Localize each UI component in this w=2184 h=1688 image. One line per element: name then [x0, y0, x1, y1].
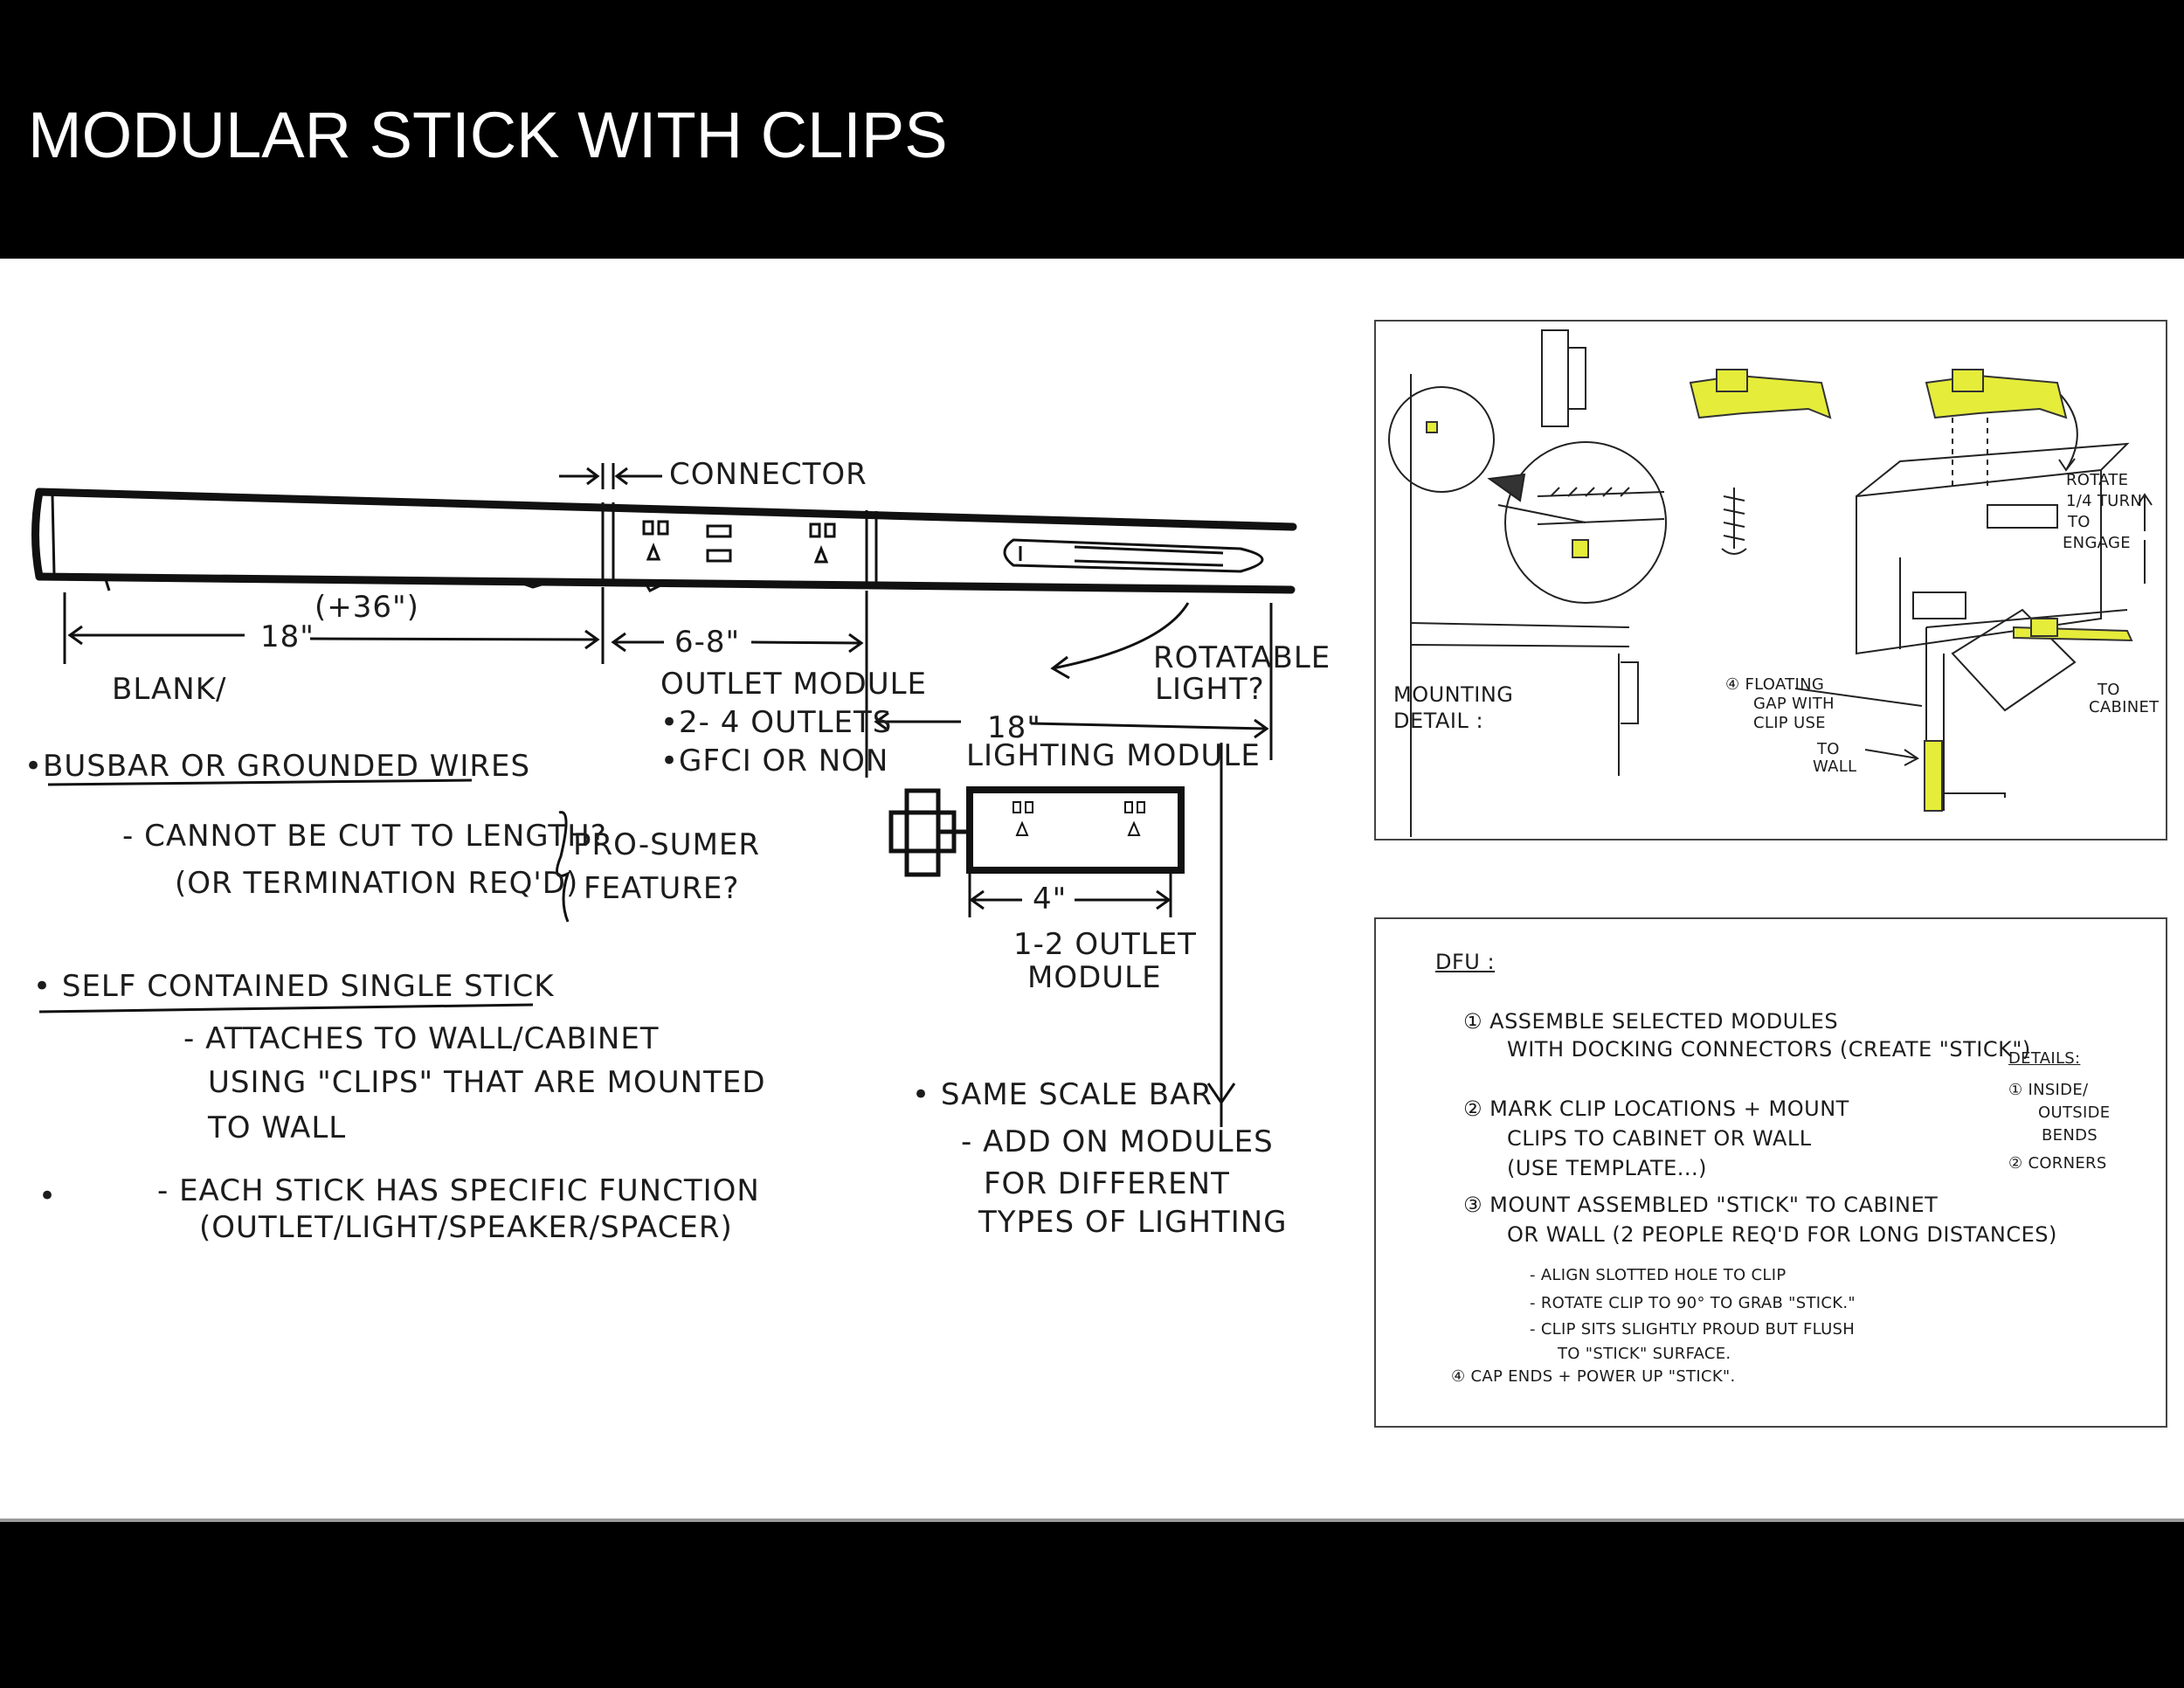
rotatable-label-2: LIGHT? — [1155, 672, 1265, 707]
dfu-step3-line1: ③ MOUNT ASSEMBLED "STICK" TO CABINET — [1463, 1193, 1939, 1217]
to-wall-label-2: WALL — [1813, 758, 1857, 776]
mounting-detail-panel — [1374, 320, 2167, 841]
dfu-step2-line3: (USE TEMPLATE...) — [1507, 1156, 1708, 1180]
note-attaches-1: - ATTACHES TO WALL/CABINET — [183, 1021, 660, 1056]
outlet-module-label: OUTLET MODULE — [660, 667, 928, 702]
mounting-label-1: MOUNTING — [1393, 682, 1514, 707]
dfu-details-heading: DETAILS: — [2008, 1049, 2081, 1068]
floating-label-2: GAP WITH — [1753, 695, 1835, 713]
stick-outlets — [644, 522, 834, 562]
rotatable-label-1: ROTATABLE — [1153, 640, 1331, 675]
dfu-step2-line1: ② MARK CLIP LOCATIONS + MOUNT — [1463, 1097, 1849, 1121]
lighting-length-label: 18" — [987, 710, 1041, 745]
dfu-panel — [1374, 917, 2167, 1428]
note-bullet-dot: • — [38, 1179, 58, 1214]
floating-label-3: CLIP USE — [1753, 714, 1826, 732]
note-same-scale-3: FOR DIFFERENT — [984, 1166, 1230, 1201]
outlet-length-label: 6-8" — [674, 625, 741, 660]
to-cabinet-label-1: TO — [2098, 681, 2120, 699]
dfu-step2-line2: CLIPS TO CABINET OR WALL — [1507, 1126, 1812, 1151]
dfu-details-2: OUTSIDE — [2038, 1103, 2111, 1122]
note-same-scale-2: - ADD ON MODULES — [961, 1124, 1274, 1159]
small-module-length-label: 4" — [1033, 882, 1068, 917]
lighting-module-label: LIGHTING MODULE — [966, 738, 1261, 773]
note-busbar-sub-1: - CANNOT BE CUT TO LENGTH? — [122, 819, 607, 854]
outlet-bullet-1: •2- 4 OUTLETS — [660, 705, 893, 740]
note-attaches-3: TO WALL — [208, 1110, 347, 1145]
dfu-step3-sub-3: - CLIP SITS SLIGHTLY PROUD BUT FLUSH — [1530, 1320, 1856, 1339]
note-busbar: •BUSBAR OR GROUNDED WIRES — [24, 749, 531, 784]
note-self-contained: • SELF CONTAINED SINGLE STICK — [33, 969, 555, 1004]
dfu-details-3: BENDS — [2042, 1126, 2098, 1145]
dfu-step3-line2: OR WALL (2 PEOPLE REQ'D FOR LONG DISTANCES) — [1507, 1222, 2057, 1247]
dfu-step3-sub-2: - ROTATE CLIP TO 90° TO GRAB "STICK." — [1530, 1294, 1856, 1312]
note-each-stick-2: (OUTLET/LIGHT/SPEAKER/SPACER) — [199, 1210, 733, 1245]
stick-body — [36, 492, 1294, 590]
dfu-step4: ④ CAP ENDS + POWER UP "STICK". — [1451, 1367, 1736, 1386]
stick-light — [1005, 540, 1262, 571]
note-busbar-sub-2: (OR TERMINATION REQ'D) — [175, 866, 579, 901]
rotate-label-1: ROTATE — [2066, 471, 2129, 489]
blank-alt-length-label: (+36") — [314, 590, 419, 625]
small-module-label-2: MODULE — [1027, 960, 1162, 995]
outlet-bullet-2: •GFCI OR NON — [660, 744, 889, 778]
dfu-step1-line2: WITH DOCKING CONNECTORS (CREATE "STICK") — [1507, 1037, 2031, 1062]
dfu-step3-sub-4: TO "STICK" SURFACE. — [1558, 1345, 1731, 1363]
page-title: MODULAR STICK WITH CLIPS — [28, 99, 948, 171]
small-module-label-1: 1-2 OUTLET — [1013, 927, 1197, 962]
dfu-step1-line1: ① ASSEMBLE SELECTED MODULES — [1463, 1009, 1839, 1034]
note-prosumer-2: FEATURE? — [584, 871, 740, 906]
connector-label: CONNECTOR — [669, 457, 867, 492]
blank-length-label: 18" — [260, 619, 314, 654]
rotate-label-2: 1/4 TURN — [2066, 492, 2143, 510]
note-each-stick-1: - EACH STICK HAS SPECIFIC FUNCTION — [157, 1173, 760, 1208]
dfu-details-1: ① INSIDE/ — [2008, 1081, 2089, 1099]
floating-label-1: ④ FLOATING — [1725, 675, 1825, 694]
dfu-details-4: ② CORNERS — [2008, 1154, 2107, 1173]
note-attaches-2: USING "CLIPS" THAT ARE MOUNTED — [208, 1065, 766, 1100]
rotate-label-3: TO — [2068, 513, 2091, 531]
note-same-scale-1: • SAME SCALE BAR — [912, 1077, 1213, 1112]
mounting-label-2: DETAIL : — [1393, 709, 1484, 733]
note-same-scale-4: TYPES OF LIGHTING — [978, 1205, 1288, 1240]
mounting-detail-drawing — [1376, 322, 2166, 839]
to-cabinet-label-2: CABINET — [2089, 698, 2160, 716]
to-wall-label-1: TO — [1817, 740, 1840, 758]
blank-label: BLANK/ — [112, 672, 227, 707]
connector-arrows — [559, 463, 662, 489]
rotate-label-4: ENGAGE — [2063, 534, 2131, 552]
dfu-heading: DFU : — [1435, 950, 1496, 974]
clip-highlights — [1427, 370, 2132, 811]
note-prosumer-1: PRO-SUMER — [573, 827, 761, 862]
footer-bar — [0, 1522, 2184, 1688]
dfu-step3-sub-1: - ALIGN SLOTTED HOLE TO CLIP — [1530, 1266, 1787, 1284]
